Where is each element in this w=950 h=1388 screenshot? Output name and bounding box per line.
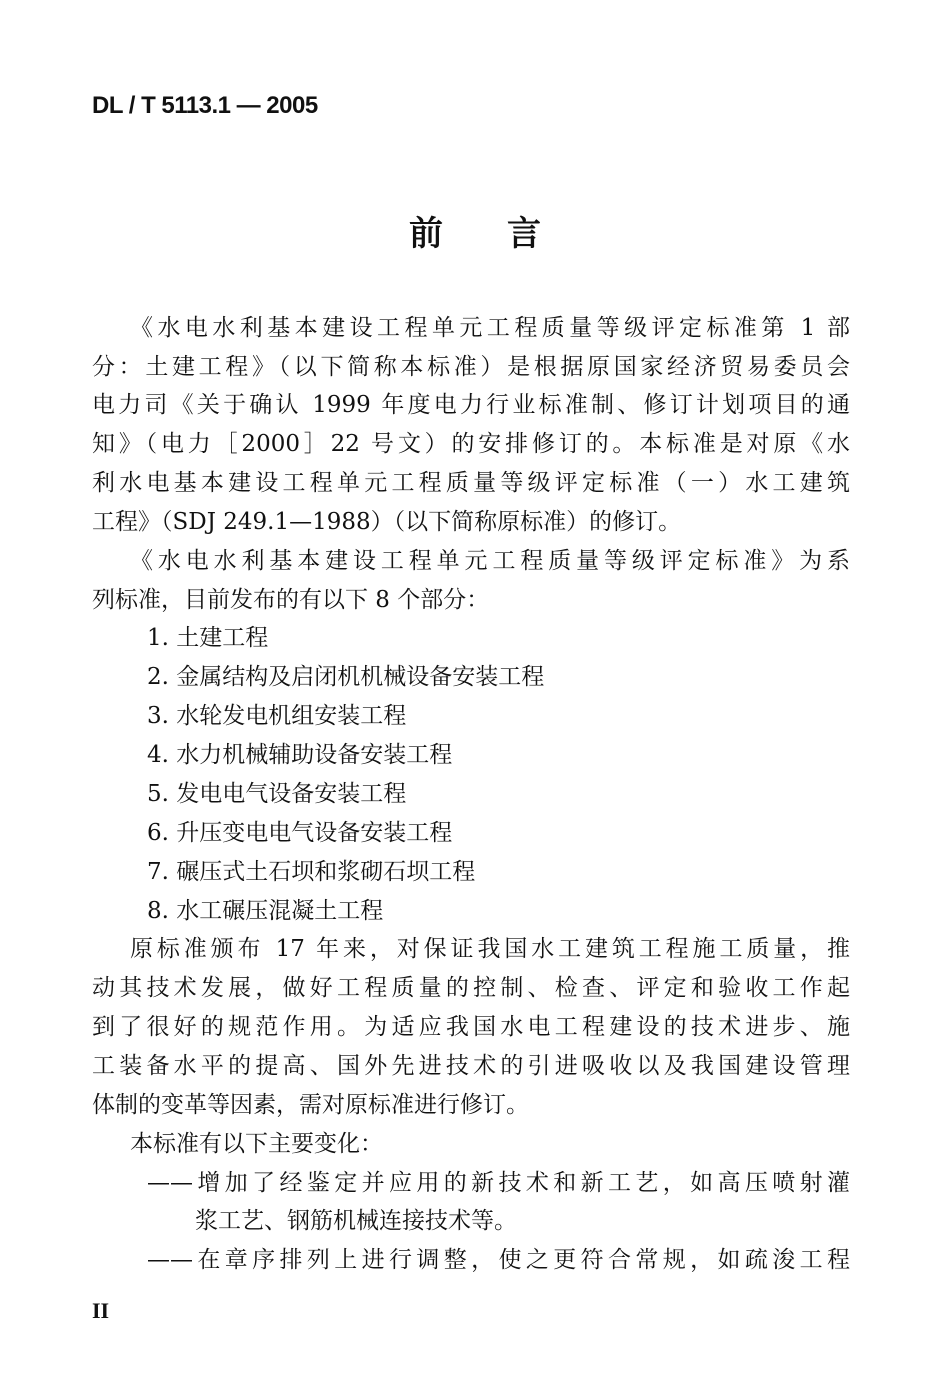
change-item: ——在章序排列上进行调整，使之更符合常规，如疏浚工程 xyxy=(147,1247,850,1273)
text-line: 到了很好的规范作用。为适应我国水电工程建设的技术进步、施 xyxy=(92,1014,850,1040)
text-line: 《水电水利基本建设工程单元工程质量等级评定标准第 1 部 xyxy=(130,315,850,341)
change-item-continuation: 浆工艺、钢筋机械连接技术等。 xyxy=(195,1208,517,1234)
text-line: 列标准，目前发布的有以下 8 个部分： xyxy=(92,587,490,613)
paragraph-4: 本标准有以下主要变化： xyxy=(130,1131,383,1157)
list-item: 4. 水力机械辅助设备安装工程 xyxy=(147,742,453,768)
text-line: 原标准颁布 17 年来，对保证我国水工建筑工程施工质量，推 xyxy=(130,936,850,962)
list-item: 8. 水工碾压混凝土工程 xyxy=(147,898,384,924)
list-item: 7. 碾压式土石坝和浆砌石坝工程 xyxy=(147,859,476,885)
title-char: 言 xyxy=(507,214,541,254)
list-item: 5. 发电电气设备安装工程 xyxy=(147,781,407,807)
list-item: 6. 升压变电电气设备安装工程 xyxy=(147,820,453,846)
change-item: ——增加了经鉴定并应用的新技术和新工艺，如高压喷射灌 xyxy=(147,1170,850,1196)
text-line: 《水电水利基本建设工程单元工程质量等级评定标准》为系 xyxy=(130,548,850,574)
text-line: 知》（电力［2000］22 号文）的安排修订的。本标准是对原《水 xyxy=(92,431,850,457)
list-item: 3. 水轮发电机组安装工程 xyxy=(147,703,407,729)
text-line: 体制的变革等因素，需对原标准进行修订。 xyxy=(92,1092,529,1118)
page-title xyxy=(0,206,950,255)
text-line: 工装备水平的提高、国外先进技术的引进吸收以及我国建设管理 xyxy=(92,1053,850,1079)
page-number: II xyxy=(92,1298,110,1323)
text-line: 电力司《关于确认 1999 年度电力行业标准制、修订计划项目的通 xyxy=(92,392,850,418)
list-item: 1. 土建工程 xyxy=(147,625,269,651)
list-item: 2. 金属结构及启闭机机械设备安装工程 xyxy=(147,664,545,690)
text-line: 利水电基本建设工程单元工程质量等级评定标准（一）水工建筑 xyxy=(92,470,850,496)
text-line: 分：土建工程》（以下简称本标准）是根据原国家经济贸易委员会 xyxy=(92,354,850,380)
text-line: 动其技术发展，做好工程质量的控制、检查、评定和验收工作起 xyxy=(92,975,850,1001)
standard-number-header: DL / T 5113.1 — 2005 xyxy=(92,92,318,119)
title-char: 前 xyxy=(409,214,443,254)
text-line: 工程》（SDJ 249.1—1988）（以下简称原标准）的修订。 xyxy=(92,509,682,535)
